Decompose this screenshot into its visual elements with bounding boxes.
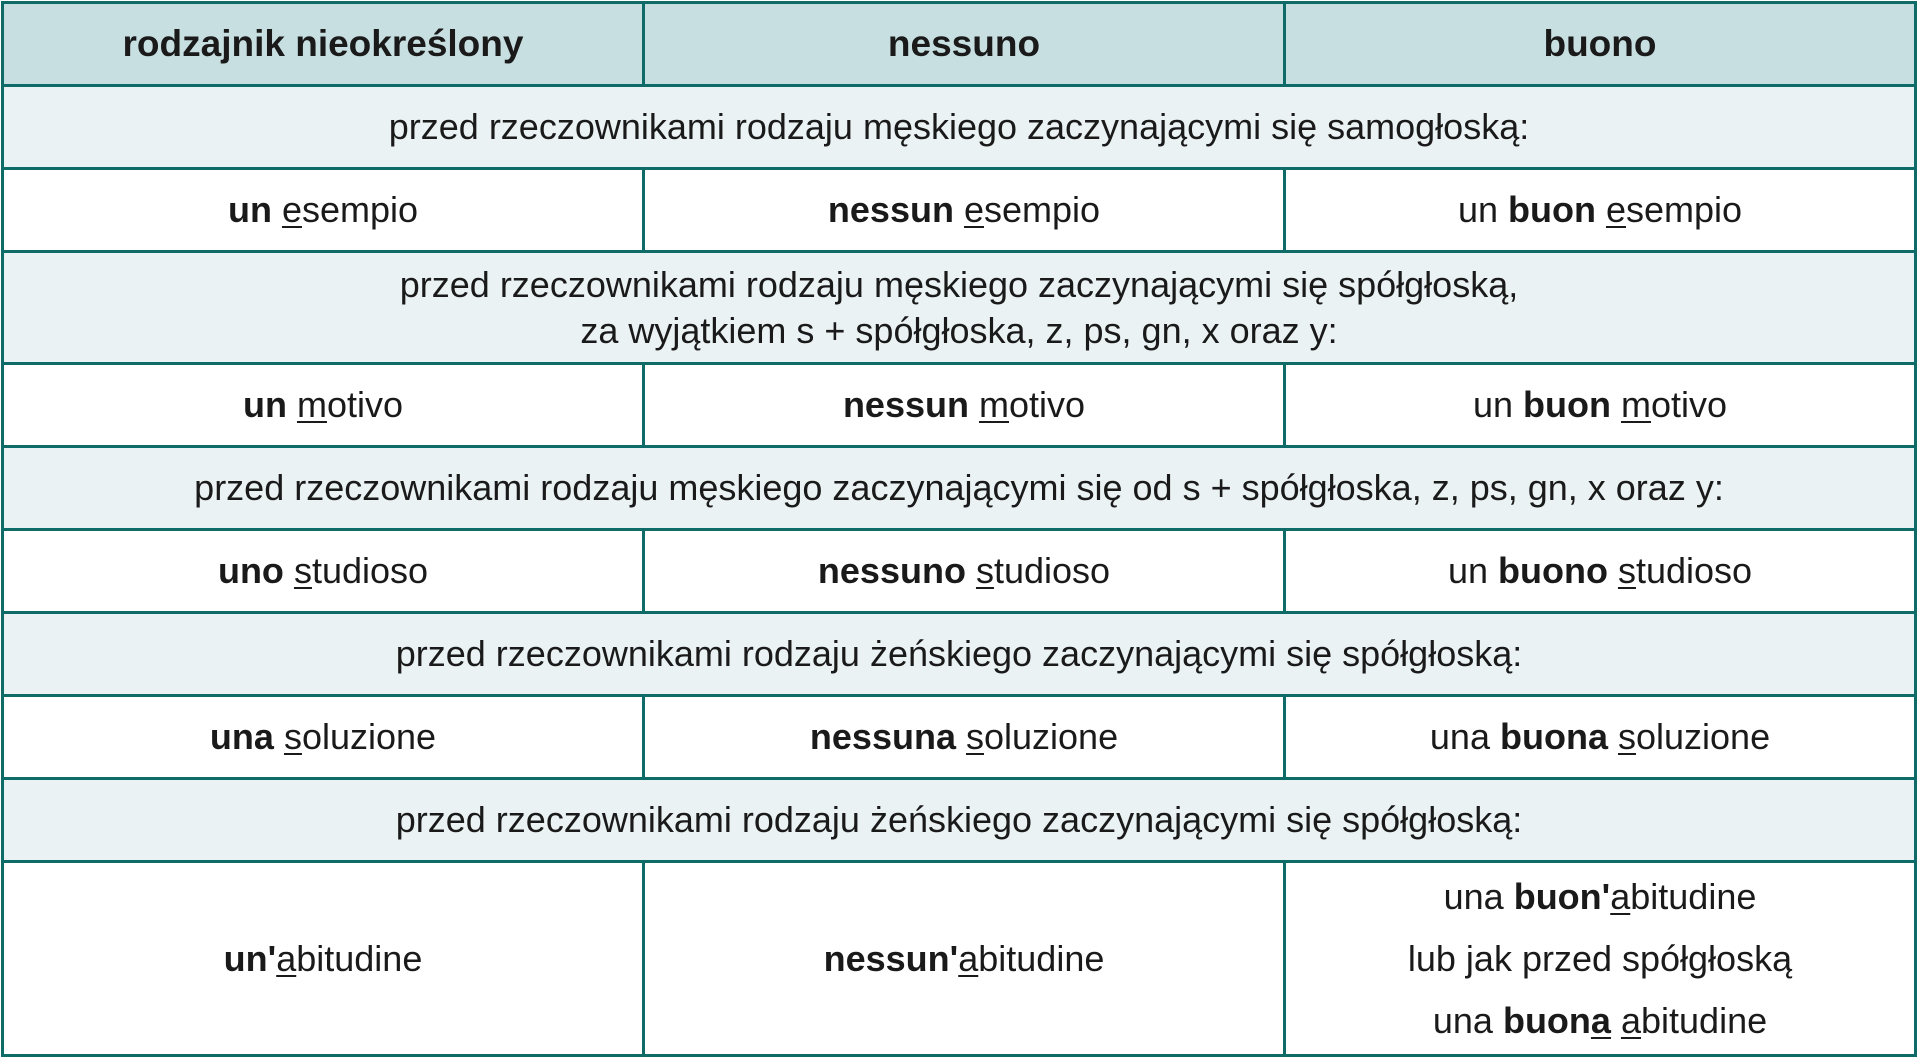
- article-prefix: un: [1472, 384, 1523, 425]
- article: un: [227, 189, 272, 230]
- initial-letter: a: [276, 937, 297, 979]
- section-title-line: przed rzeczownikami rodzaju żeńskiego zaczynającymi się spółgłoską:: [395, 633, 1523, 674]
- example-cell: [1286, 697, 1914, 777]
- section-title-line: za wyjątkiem s + spółgłoska, z, ps, gn, x oraz y:: [580, 309, 1338, 351]
- space: [1608, 550, 1618, 591]
- space: [956, 716, 966, 757]
- adjective: buon': [1513, 875, 1611, 917]
- space: [966, 550, 976, 591]
- initial-letter: s: [965, 716, 984, 757]
- initial-letter: s: [975, 550, 994, 591]
- adjective-ending: a: [1590, 999, 1611, 1041]
- word-rest: tudioso: [993, 550, 1111, 591]
- word-rest: bitudine: [296, 937, 423, 979]
- word-rest: tudioso: [311, 550, 429, 591]
- example-cell: [4, 170, 642, 250]
- initial-letter: s: [283, 716, 302, 757]
- word-rest: sempio: [301, 189, 419, 230]
- example-cell: [1286, 863, 1914, 1054]
- article: una: [209, 716, 274, 757]
- grammar-table: [1, 1, 1917, 1057]
- section-title-line: przed rzeczownikami rodzaju męskiego zaczynającymi się spółgłoską,: [399, 263, 1519, 305]
- header-indefinite-article: rodzajnik nieokreślony: [4, 4, 642, 84]
- initial-letter: s: [1617, 550, 1636, 591]
- example-cell: [4, 863, 642, 1054]
- word-rest: bitudine: [978, 937, 1105, 979]
- section-title-line: przed rzeczownikami rodzaju żeńskiego zaczynającymi się spółgłoską:: [395, 799, 1523, 840]
- space: [284, 550, 294, 591]
- word-rest: bitudine: [1641, 999, 1768, 1041]
- adjective: buona: [1499, 716, 1608, 757]
- article-prefix: una: [1429, 716, 1500, 757]
- word-rest: bitudine: [1630, 875, 1757, 917]
- article: uno: [217, 550, 284, 591]
- article: nessun: [842, 384, 969, 425]
- example-cell: [1286, 365, 1914, 445]
- section-title: [4, 448, 1914, 528]
- example-line: [1444, 866, 1757, 928]
- example-cell: [4, 365, 642, 445]
- article-prefix: una: [1443, 875, 1514, 917]
- initial-letter: e: [963, 189, 985, 230]
- adjective: buono: [1497, 550, 1608, 591]
- space: [1611, 1000, 1621, 1041]
- section-title: [4, 614, 1914, 694]
- example-cell: [645, 863, 1283, 1054]
- header-nessuno: nessuno: [645, 4, 1283, 84]
- article: un': [223, 937, 277, 979]
- section-title: [4, 253, 1914, 362]
- word-rest: sempio: [1626, 189, 1743, 230]
- section-title-line: przed rzeczownikami rodzaju męskiego zaczynającymi się od s + spółgłoska, z, ps, gn, x oraz y:: [194, 467, 1724, 508]
- article-prefix: un: [1457, 189, 1508, 230]
- word-rest: oluzione: [983, 716, 1119, 757]
- word-rest: oluzione: [301, 716, 437, 757]
- initial-letter: m: [979, 384, 1009, 425]
- section-title: [4, 87, 1914, 167]
- space: [1608, 716, 1618, 757]
- initial-letter: s: [293, 550, 312, 591]
- word-rest: sempio: [984, 189, 1101, 230]
- initial-letter: a: [958, 937, 979, 979]
- word-rest: otivo: [1650, 384, 1728, 425]
- article: un: [242, 384, 287, 425]
- article: nessuno: [817, 550, 966, 591]
- example-cell: [645, 170, 1283, 250]
- word-rest: tudioso: [1635, 550, 1753, 591]
- example-line-note: lub jak przed spółgłoską: [1407, 937, 1793, 979]
- header-buono: buono: [1286, 4, 1914, 84]
- article-prefix: un: [1447, 550, 1498, 591]
- space: [954, 189, 964, 230]
- article-prefix: una: [1432, 999, 1503, 1041]
- example-cell: [1286, 531, 1914, 611]
- example-cell: [645, 365, 1283, 445]
- initial-letter: s: [1617, 716, 1636, 757]
- space: [287, 384, 297, 425]
- initial-letter: m: [296, 384, 327, 425]
- word-rest: oluzione: [1635, 716, 1771, 757]
- adjective: buon: [1507, 189, 1596, 230]
- space: [1611, 384, 1621, 425]
- example-cell: [4, 531, 642, 611]
- space: [274, 716, 284, 757]
- initial-letter: m: [1620, 384, 1651, 425]
- space: [272, 189, 282, 230]
- initial-letter: e: [1605, 189, 1626, 230]
- word-rest: otivo: [326, 384, 404, 425]
- article: nessuna: [809, 716, 956, 757]
- section-title: [4, 780, 1914, 860]
- example-cell: [4, 697, 642, 777]
- word-rest: otivo: [1009, 384, 1086, 425]
- article: nessun: [827, 189, 954, 230]
- initial-letter: e: [281, 189, 302, 230]
- example-cell: [645, 531, 1283, 611]
- adjective: buon: [1523, 384, 1611, 425]
- initial-letter: a: [1620, 999, 1641, 1041]
- example-cell: [1286, 170, 1914, 250]
- adjective: buon: [1502, 999, 1591, 1041]
- article: nessun': [823, 937, 959, 979]
- space: [969, 384, 979, 425]
- example-line: [1433, 990, 1767, 1052]
- initial-letter: a: [1610, 875, 1631, 917]
- space: [1596, 189, 1606, 230]
- section-title-line: przed rzeczownikami rodzaju męskiego zaczynającymi się samogłoską:: [388, 106, 1530, 147]
- example-cell: [645, 697, 1283, 777]
